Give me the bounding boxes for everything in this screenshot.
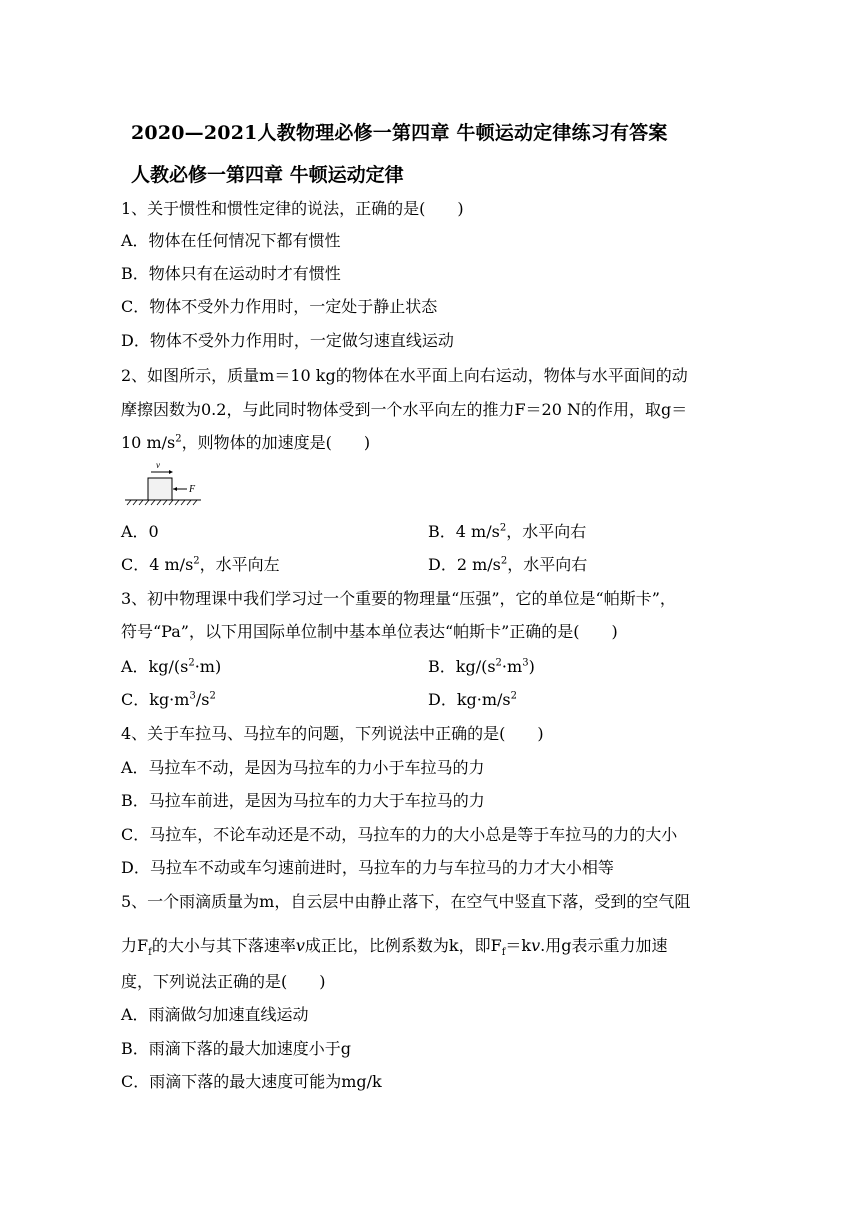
question-3-option-d: D．$kg\cdot m/s^2$ bbox=[428, 690, 518, 709]
question-5-stem-line-2: 力$F_f$的大小与其下落速率v成正比，比例系数为k，即$F_f=kv$.用g表示重力加速 bbox=[121, 936, 668, 959]
velocity-label: v bbox=[156, 460, 160, 470]
question-1-option-d: D．物体不受外力作用时，一定做匀速直线运动 bbox=[121, 331, 454, 350]
question-2-stem-line-3: 10 $m/s^2$，则物体的加速度是( ) bbox=[121, 433, 371, 452]
question-2-stem-line-2: 摩擦因数为0.2，与此同时物体受到一个水平向左的推力F＝20 N的作用，取g＝ bbox=[121, 400, 688, 419]
force-arrow-head bbox=[173, 487, 177, 491]
question-3-stem-line-1: 3、初中物理课中我们学习过一个重要的物理量“压强”，它的单位是“帕斯卡”， bbox=[121, 589, 676, 608]
question-5-stem-line-3: 度，下列说法正确的是( ) bbox=[121, 972, 326, 991]
question-3-option-b: B．$kg/(s^2\cdot m^3)$ bbox=[428, 657, 535, 676]
question-3-option-a: A．$kg/(s^2\cdot m)$ bbox=[121, 657, 222, 676]
question-5-option-a: A．雨滴做匀加速直线运动 bbox=[121, 1005, 309, 1024]
question-5-option-b: B．雨滴下落的最大加速度小于g bbox=[121, 1039, 352, 1058]
question-5-stem-line-1: 5、一个雨滴质量为m，自云层中由静止落下，在空气中竖直下落，受到的空气阻 bbox=[121, 892, 691, 911]
question-4-option-d: D．马拉车不动或车匀速前进时，马拉车的力与车拉马的力才大小相等 bbox=[121, 858, 614, 877]
block-force-diagram bbox=[123, 460, 203, 514]
block bbox=[148, 478, 172, 500]
question-4-option-a: A．马拉车不动，是因为马拉车的力小于车拉马的力 bbox=[121, 758, 485, 777]
question-1-stem: 1、关于惯性和惯性定律的说法，正确的是( ) bbox=[121, 199, 464, 218]
question-2-option-b: B．4 $m/s^2$，水平向右 bbox=[428, 522, 587, 541]
question-3-option-c: C．$kg\cdot m^3/s^2$ bbox=[121, 690, 216, 709]
question-1-option-a: A．物体在任何情况下都有惯性 bbox=[121, 231, 341, 250]
question-4-stem: 4、关于车拉马、马拉车的问题，下列说法中正确的是( ) bbox=[121, 724, 544, 743]
block-force-figure bbox=[123, 460, 203, 510]
velocity-arrow-head bbox=[169, 470, 173, 474]
question-2-option-c: C．4 $m/s^2$，水平向左 bbox=[121, 555, 280, 574]
question-3-stem-line-2: 符号“Pa”，以下用国际单位制中基本单位表达“帕斯卡”正确的是( ) bbox=[121, 622, 618, 641]
question-5-option-c: C．雨滴下落的最大速度可能为mg/k bbox=[121, 1072, 382, 1091]
question-2-option-d: D．2 $m/s^2$，水平向右 bbox=[428, 555, 588, 574]
question-2-option-a: A．0 bbox=[121, 522, 159, 541]
document-subtitle: 人教必修一第四章 牛顿运动定律 bbox=[131, 164, 404, 186]
question-1-option-b: B．物体只有在运动时才有惯性 bbox=[121, 264, 341, 283]
question-2-stem-line-1: 2、如图所示，质量m＝10 kg的物体在水平面上向右运动，物体与水平面间的动 bbox=[121, 366, 688, 385]
ground-hatching bbox=[127, 500, 197, 505]
question-1-option-c: C．物体不受外力作用时，一定处于静止状态 bbox=[121, 297, 438, 316]
force-label: F bbox=[189, 484, 196, 495]
document-title: 2020—2021人教物理必修一第四章 牛顿运动定律练习有答案 bbox=[131, 122, 668, 144]
question-4-option-b: B．马拉车前进，是因为马拉车的力大于车拉马的力 bbox=[121, 791, 485, 810]
question-4-option-c: C．马拉车，不论车动还是不动，马拉车的力的大小总是等于车拉马的力的大小 bbox=[121, 825, 678, 844]
